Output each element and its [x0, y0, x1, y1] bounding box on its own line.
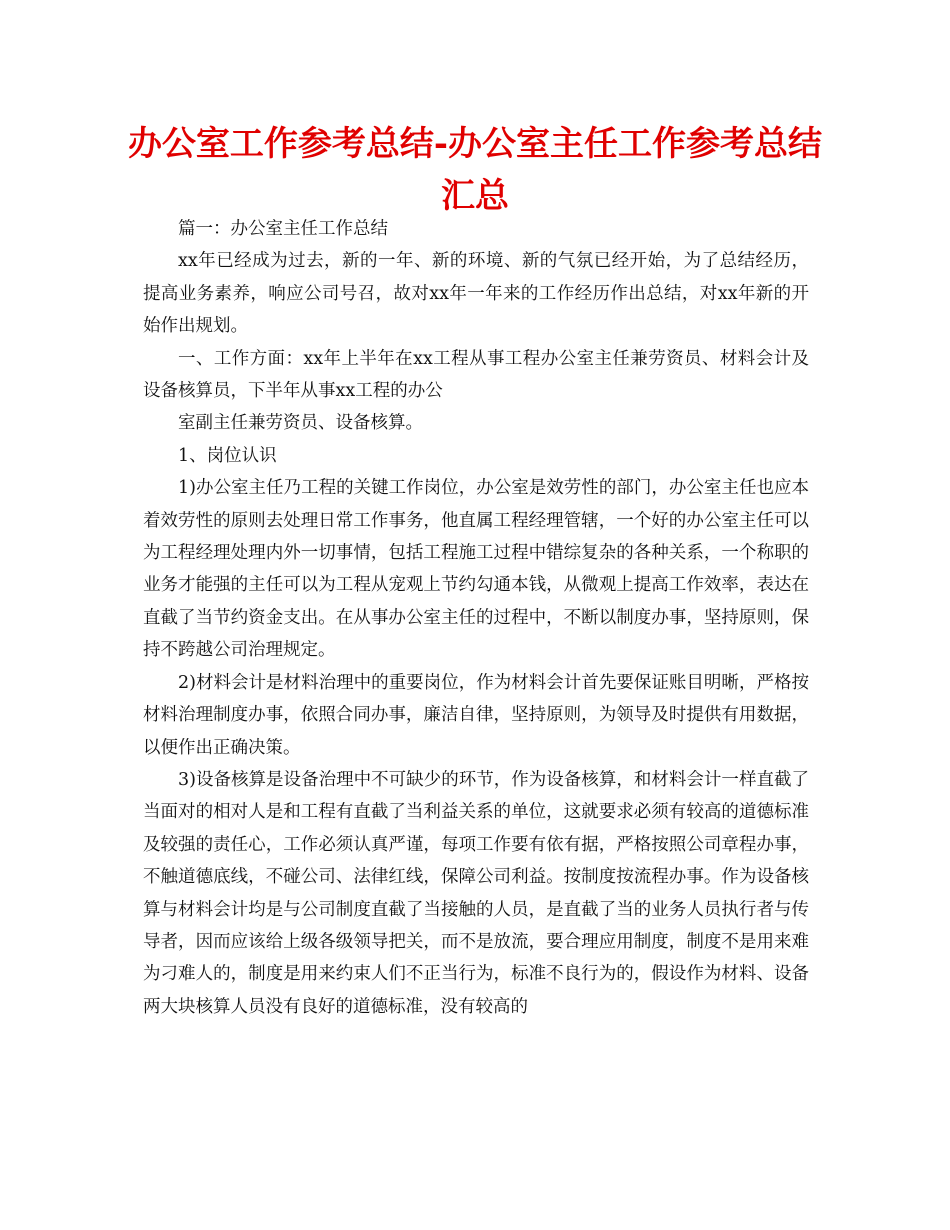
body-paragraph: 一、工作方面：xx年上半年在xx工程从事工程办公室主任兼劳资员、材料会计及设备核算员，下半年从事xx工程的办公 — [143, 348, 809, 402]
body-paragraph: 室副主任兼劳资员、设备核算。 — [178, 413, 423, 434]
document-title: 办公室工作参考总结-办公室主任工作参考总结汇总 — [127, 124, 823, 216]
document-body — [143, 213, 809, 1023]
body-paragraph: 1)办公室主任乃工程的关键工作岗位，办公室是效劳性的部门，办公室主任也应本着效劳性的原则去处理日常工作事务，他直属工程经理管辖，一个好的办公室主任可以为工程经理处理内外一切事情，包括工程施工过程中错综复杂的各种关系，一个称职的业务才能强的主任可以为工程从宠观上节约勾通本钱，从微观上提高工作效率，表达在直截了当节约资金支出。在从事办公室主任的过程中，不断以制度办事，坚持原则，保持不跨越公司治理规定。 — [143, 478, 809, 661]
section-heading: 篇一：办公室主任工作总结 — [178, 219, 388, 239]
body-paragraph: 2)材料会计是材料治理中的重要岗位，作为材料会计首先要保证账目明晰，严格按材料治理制度办事，依照合同办事，廉洁自律，坚持原则，为领导及时提供有用数据，以便作出正确决策。 — [143, 672, 809, 758]
body-paragraph: xx年已经成为过去，新的一年、新的环境、新的气氛已经开始，为了总结经历，提高业务素养，响应公司号召，故对xx年一年来的工作经历作出总结，对xx年新的开始作出规划。 — [143, 251, 809, 337]
body-paragraph: 3)设备核算是设备治理中不可缺少的环节，作为设备核算，和材料会计一样直截了当面对的相对人是和工程有直截了当利益关系的单位，这就要求必须有较高的道德标准及较强的责任心，工作必须认真严谨，每项工作要有依有据，严格按照公司章程办事，不触道德底线，不碰公司、法律红线，保障公司利益。按制度按流程办事。作为设备核算与材料会计均是与公司制度直截了当接触的人员，是直截了当的业务人员执行者与传导者，因而应该给上级各级领导把关，而不是放流，要合理应用制度，制度不是用来难为刁难人的，制度是用来约束人们不正当行为，标准不良行为的，假设作为材料、设备两大块核算人员没有良好的道德标准，没有较高的 — [143, 769, 809, 1017]
subsection-heading: 1、岗位认识 — [178, 445, 277, 466]
